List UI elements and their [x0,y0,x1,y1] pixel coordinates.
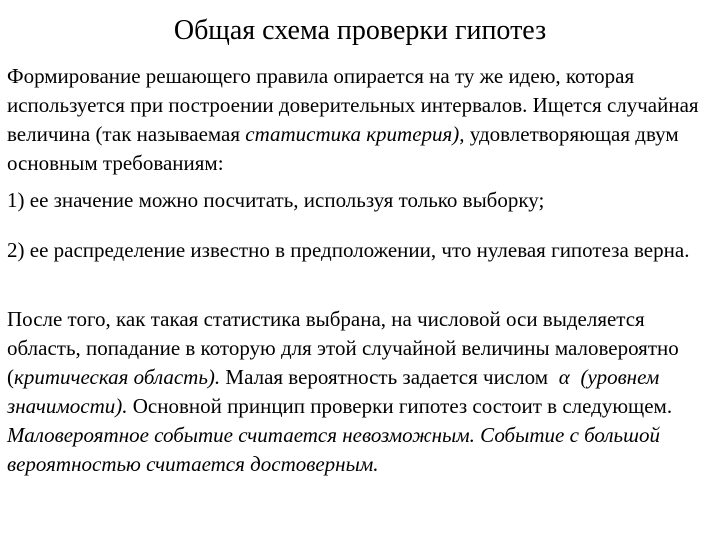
p4-italic-critical-region: критическая область). [14,365,221,389]
requirement-1: 1) ее значение можно посчитать, используя только выборку; [7,188,545,212]
p1-text-1: Формирование решающего правила опирается на ту же идею, которая используется при построении доверительных интервалов. Ищется случайная величина (так называемая [7,64,699,146]
alpha-symbol: α [558,365,570,389]
p4-text-2: Малая вероятность задается числом [220,365,554,389]
paragraph-critical-region [7,305,713,479]
p4-text-1: После того, как такая статистика выбрана, на числовой оси выделяется область, попадание в которую для этой случайной величины маловероятно ( [7,307,679,389]
p1-text-2: удовлетворяющая двум основным требованиям: [7,122,679,175]
slide-title: Общая схема проверки гипотез [173,15,547,46]
p4-italic-significance: (уровнем значимости). [7,365,660,418]
requirement-2: 2) ее распределение известно в предположении, что нулевая гипотеза верна. [7,238,690,262]
p1-italic-term: статистика критерия), [245,122,465,146]
p4-text-3: Основной принцип проверки гипотез состоит в следующем. [127,394,673,418]
paragraph-decision-rule [7,62,713,178]
p4-italic-principle: Маловероятное событие считается невозможным. Событие с большой вероятностью считается достоверным. [7,423,660,476]
